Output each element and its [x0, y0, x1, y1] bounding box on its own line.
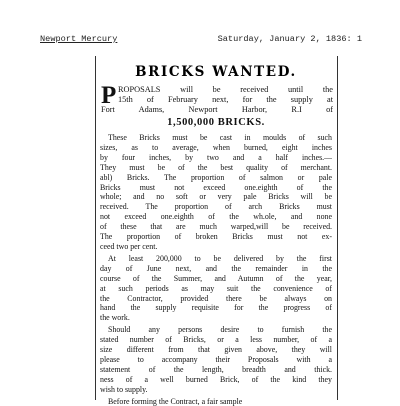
page-header [40, 34, 362, 48]
paragraph-line: received. The proportion of arch Bricks must [100, 202, 332, 212]
paragraph-line: the Contractor, provided there be always on [100, 293, 332, 303]
brick-quantity: 1,500,000 BRICKS. [167, 117, 265, 128]
paragraph-line: abl) Bricks. The proportion of salmon or pale [100, 172, 332, 182]
article-headline: BRICKS WANTED. [135, 64, 297, 80]
lede-line: Fort Adams, Newport Harbor, R.I of [101, 104, 333, 114]
paragraph-line: course of the Summer, and Autumn of the year, [100, 273, 332, 283]
paragraph-line: wish to supply. [100, 384, 148, 394]
paragraph-line: day of June next, and the remainder in the [100, 263, 332, 273]
paragraph-line: not exceed one.eighth of the wh.ole, and none [100, 212, 332, 222]
paragraph-line: at such periods as may suit the convenience of [100, 283, 332, 293]
drop-cap: P [101, 82, 117, 109]
paragraph-line: They must be of the best quality of merchant. [100, 162, 332, 172]
paragraph-line: stated number of Bricks, or a less number, of a [100, 335, 332, 345]
paragraph-line: size different from that given above, they will [100, 345, 332, 355]
paragraph-line: please to accompany their Proposals with a [100, 354, 332, 364]
paragraph-line: At least 200,000 to be delivered by the first [108, 253, 332, 263]
column-rule-right [337, 56, 338, 400]
paragraph-line: by four inches, by two and a half inches.— [100, 152, 332, 162]
article-paragraph [100, 325, 332, 394]
lede-line: 15th of February next, for the supply at [118, 94, 333, 104]
article-paragraph [100, 133, 332, 252]
paragraph-line: Before forming the Contract, a fair sample [108, 396, 243, 406]
paragraph-line: ceed two per cent. [100, 241, 158, 251]
article-body [100, 133, 332, 406]
column-rule-left [95, 56, 96, 400]
paragraph-line: of these that are much warped,will be received. [100, 222, 332, 232]
paragraph-line: ness of a well burned Brick, of the kind they [100, 374, 332, 384]
paragraph-line: Bricks must not exceed one.eighth of the [100, 182, 332, 192]
paragraph-line: hand the supply requisite for the progress of [100, 303, 332, 313]
paragraph-line: Should any persons desire to furnish the [108, 325, 332, 335]
lede-line: ROPOSALS will be received until the [118, 85, 333, 94]
article-paragraph [100, 397, 332, 406]
publication-name: Newport Mercury [40, 34, 118, 44]
paragraph-line: whole; and no soft or very pale Bricks will be [100, 192, 332, 202]
paragraph-line: The proportion of broken Bricks must not ex- [100, 232, 332, 242]
issue-date: Saturday, January 2, 1836: 1 [217, 34, 362, 44]
paragraph-line: the work. [100, 313, 130, 323]
paragraph-line: sizes, as to average, when burned, eight inches [100, 142, 332, 152]
article-lede [101, 82, 333, 115]
paragraph-line: These Bricks must be cast in moulds of such [108, 133, 332, 142]
article-paragraph [100, 254, 332, 323]
paragraph-line: statement of the length, breadth and thick. [100, 364, 332, 374]
